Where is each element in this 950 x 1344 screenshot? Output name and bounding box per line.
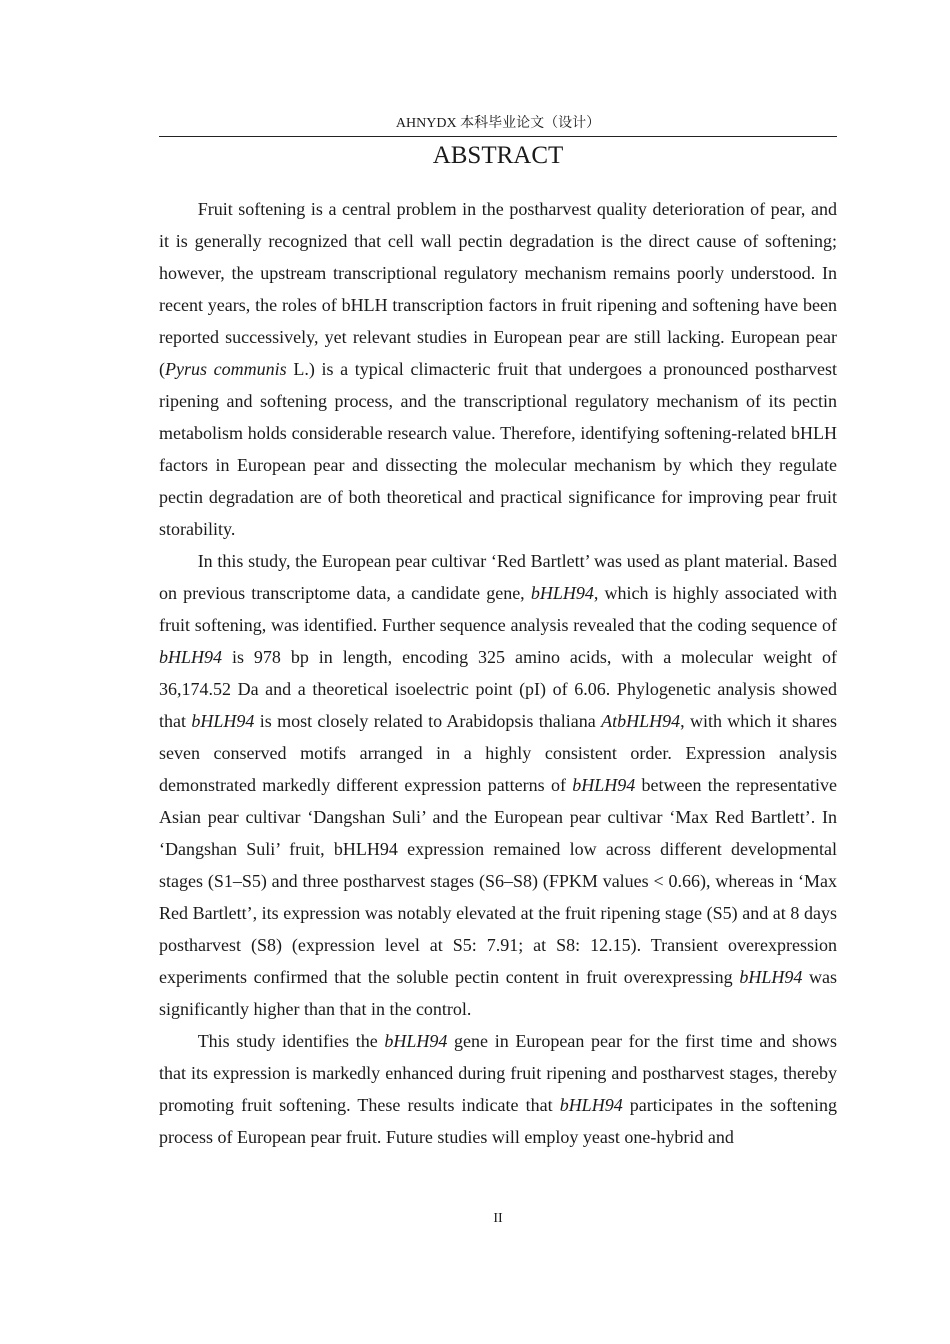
text-run: , with which it shares seven conserved motifs arranged in a highly consistent order. Expression analysis demonstrated markedly different expression patterns of [159,711,837,795]
gene-name: bHLH94 [384,1031,448,1051]
gene-name: bHLH94 [559,1095,623,1115]
gene-name: bHLH94 [572,775,636,795]
text-run: was significantly higher than that in the control. [159,967,837,1019]
text-run: participates in the softening process of European pear fruit. Future studies will employ yeast one-hybrid and [159,1095,837,1147]
gene-name: bHLH94 [530,583,594,603]
gene-name: bHLH94 [191,711,255,731]
abstract-body [159,193,837,1153]
running-header: AHNYDX 本科毕业论文（设计） [395,116,601,131]
text-run: gene in European pear for the first time and shows that its expression is markedly enhanced during fruit ripening and postharvest stages, thereby promoting fruit softening. These results indicate that [159,1031,837,1115]
page-number: II [493,1211,503,1226]
paragraph-3 [159,1025,837,1153]
paragraph-2 [159,545,837,1025]
text-run: Fruit softening is a central problem in the postharvest quality deterioration of pear, and it is generally recognized that cell wall pectin degradation is the direct cause of softening; however, the upstream transcriptional regulatory mechanism remains poorly understood. In recent years, the roles of bHLH transcription factors in fruit ripening and softening have been reported successively, yet relevant studies in European pear are still lacking. European pear ( [159,199,837,379]
abstract-title: ABSTRACT [432,142,564,169]
text-run: L.) is a typical climacteric fruit that undergoes a pronounced postharvest ripening and softening process, and the transcriptional regulatory mechanism of its pectin metabolism holds considerable research value. Therefore, identifying softening-related bHLH factors in European pear and dissecting the molecular mechanism by which they regulate pectin degradation are of both theoretical and practical significance for improving pear fruit storability. [159,359,837,539]
species-name: Pyrus communis [165,359,287,379]
paragraph-1 [159,193,837,545]
gene-name: AtbHLH94 [601,711,681,731]
header-rule [159,136,837,137]
gene-name: bHLH94 [159,647,223,667]
text-run: In this study, the European pear cultivar ‘Red Bartlett’ was used as plant material. Based on previous transcriptome data, a candidate gene, [159,551,837,603]
text-run: , which is highly associated with fruit softening, was identified. Further sequence analysis revealed that the coding sequence of [159,583,837,635]
text-run: This study identifies the [197,1031,385,1051]
text-run: between the representative Asian pear cultivar ‘Dangshan Suli’ and the European pear cultivar ‘Max Red Bartlett’. In ‘Dangshan Suli’ fruit, bHLH94 expression remained low across different developmental stages (S1–S5) and three postharvest stages (S6–S8) (FPKM values < 0.66), whereas in ‘Max Red Bartlett’, its expression was notably elevated at the fruit ripening stage (S5) and at 8 days postharvest (S8) (expression level at S5: 7.91; at S8: 12.15). Transient overexpression experiments confirmed that the soluble pectin content in fruit overexpressing [159,775,837,987]
text-run: is 978 bp in length, encoding 325 amino acids, with a molecular weight of 36,174.52 Da and a theoretical isoelectric point (pI) of 6.06. Phylogenetic analysis showed that [159,647,837,731]
text-run: is most closely related to Arabidopsis thaliana [254,711,602,731]
gene-name: bHLH94 [739,967,803,987]
